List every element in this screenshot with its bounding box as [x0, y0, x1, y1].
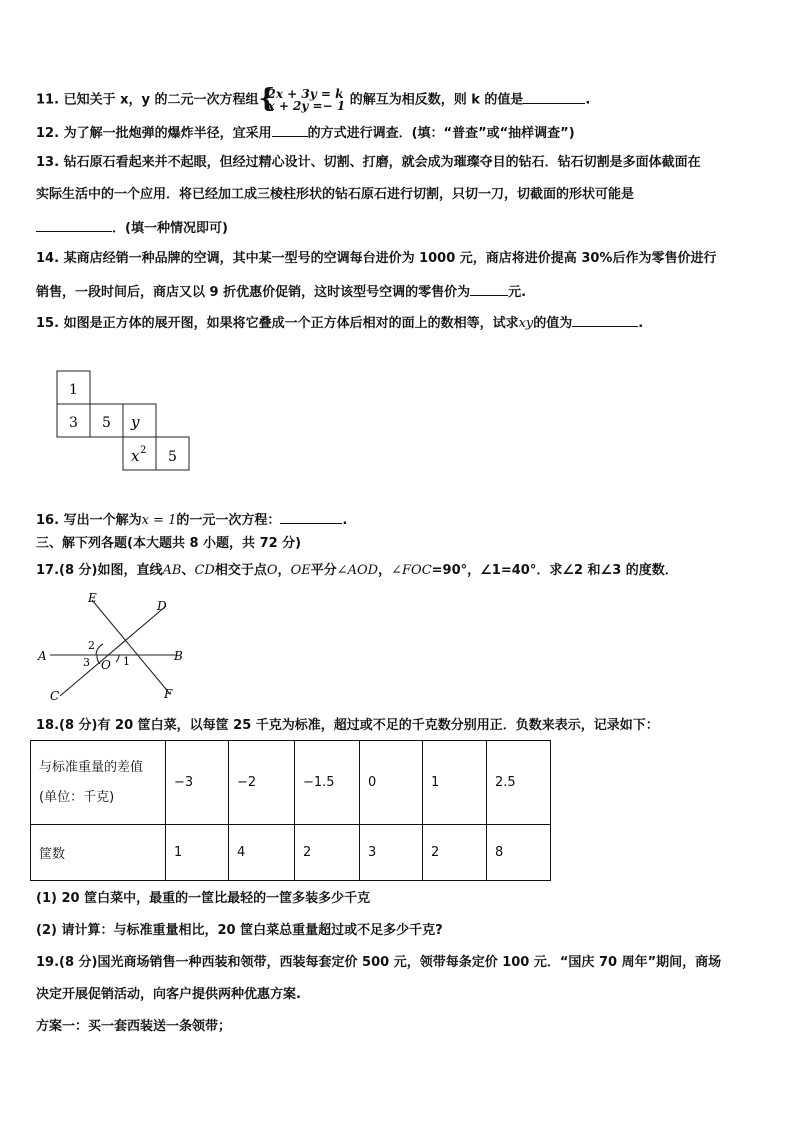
q14-line1: 某商店经销一种品牌的空调，其中某一型号的空调每台进价为 1000 元，商店将进价提高 30%后作为零售价进行: [63, 251, 717, 266]
q11-end: .: [585, 92, 591, 108]
row2-header-cell: 筐数: [31, 825, 166, 881]
table-cell: 1: [166, 825, 229, 881]
q11-equation-system: { 2x + 3y = k x + 2y =− 1: [258, 84, 346, 114]
q11-eq2: x + 2y =− 1: [267, 99, 346, 113]
net-cell-4: [123, 404, 156, 437]
label-o: O: [101, 658, 111, 672]
q15-text-b: 的值为: [533, 316, 573, 331]
q17-text-d: =90°，∠1=40°．求∠2 和∠3 的度数．: [431, 563, 678, 578]
q18-number: 18.: [36, 718, 60, 733]
q17-score: (8 分): [59, 563, 98, 578]
q16-number: 16.: [36, 513, 60, 528]
q17-comma2: ，: [378, 563, 392, 578]
q16-answer-blank: [280, 510, 342, 524]
q17-oe: OE: [290, 563, 311, 578]
line-ef: [92, 600, 170, 694]
q12-number: 12.: [36, 126, 60, 141]
question-19-line3: 方案一：买一套西装送一条领带；: [36, 1019, 232, 1034]
table-row: [31, 741, 551, 825]
q12-answer-blank: [272, 123, 308, 137]
angle-arc-2: [96, 644, 103, 655]
q18-sub2: (2) 请计算：与标准重量相比，20 筐白菜总重量超过或不足多少千克?: [36, 923, 443, 938]
q17-comma: ，: [277, 563, 291, 578]
q16-text-a: 写出一个解为: [63, 513, 142, 528]
q15-end: .: [638, 316, 644, 331]
q14-answer-blank: [470, 282, 508, 296]
q18-sub1: (1) 20 筐白菜中，最重的一筐比最轻的一筐多装多少千克: [36, 891, 371, 906]
q17-ab: AB: [162, 563, 182, 578]
q11-eq1: 2x + 3y = k: [267, 87, 344, 101]
q17-number: 17.: [36, 563, 60, 578]
table-cell: 2: [295, 825, 360, 881]
table-cell: 2.5: [487, 741, 551, 825]
label-f: F: [164, 687, 173, 701]
q15-number: 15.: [36, 316, 60, 331]
q11-text-a: 已知关于 x，y 的二元一次方程组: [63, 92, 259, 108]
net-label-1: 1: [69, 382, 78, 398]
table-cell: 3: [360, 825, 423, 881]
label-angle-3: 3: [83, 656, 90, 669]
section-3-title: 三、解下列各题(本大题共 8 小题，共 72 分): [36, 536, 302, 551]
q12-text-a: 为了解一批炮弹的爆炸半径，宜采用: [63, 126, 272, 141]
row1-header-line2: (单位：千克): [39, 789, 115, 805]
table-cell: −1.5: [295, 741, 360, 825]
q17-cd: CD: [194, 563, 215, 578]
question-13-line1: [36, 154, 701, 172]
question-19-line2: 决定开展促销活动，向客户提供两种优惠方案.: [36, 987, 301, 1002]
table-cell: 1: [423, 741, 487, 825]
q16-equation: x = 1: [141, 513, 177, 528]
table-cell: 4: [229, 825, 295, 881]
q14-line2a: 销售，一段时间后，商店又以 9 折优惠价促销，这时该型号空调的零售价为: [36, 285, 471, 300]
q17-o: O: [266, 563, 278, 578]
q13-line3: ．(填一种情况即可): [112, 221, 228, 236]
q18-table: [30, 740, 551, 881]
question-11: [36, 84, 591, 114]
q14-number: 14.: [36, 251, 60, 266]
question-14-line2: [36, 282, 526, 302]
net-label-5a: 5: [102, 415, 111, 431]
label-d: D: [157, 599, 167, 613]
table-cell: 8: [487, 825, 551, 881]
question-13-line2: [36, 186, 634, 204]
line-cd: [60, 606, 166, 696]
net-label-3: 3: [69, 415, 78, 431]
table-cell: 0: [360, 741, 423, 825]
intersecting-lines-figure: [36, 588, 196, 708]
net-label-x-sup: 2: [140, 445, 147, 456]
question-14-line1: [36, 250, 716, 268]
question-15: [36, 313, 643, 333]
q15-xy: xy: [518, 316, 534, 331]
table-cell: 2: [423, 825, 487, 881]
q13-answer-blank: [36, 218, 112, 232]
q15-text-a: 如图是正方体的展开图，如果将它叠成一个正方体后相对的面上的数相等，试求: [63, 316, 519, 331]
q13-line1: 钻石原石看起来并不起眼，但经过精心设计、切割、打磨，就会成为璀璨夺目的钻石．钻石切割是多面体截面在: [63, 155, 701, 170]
net-label-y: y: [131, 413, 140, 431]
q17-text-b: 相交于点: [214, 563, 267, 578]
q11-answer-blank: [523, 90, 585, 104]
q19-line1: 国光商场销售一种西装和领带，西装每套定价 500 元，领带每条定价 100 元．“国庆 70 周年”期间，商场: [97, 955, 722, 970]
question-12: [36, 123, 575, 143]
table-cell: −2: [229, 741, 295, 825]
q12-text-b: 的方式进行调查．(填：“普查”或“抽样调查”): [307, 126, 575, 141]
q13-number: 13.: [36, 155, 60, 170]
label-e: E: [88, 591, 97, 605]
q17-angle-foc: ∠FOC: [391, 563, 432, 578]
q19-score: (8 分): [59, 955, 98, 970]
q19-number: 19.: [36, 955, 60, 970]
label-b: B: [174, 649, 183, 663]
table-row: [31, 825, 551, 881]
q14-line2b: 元.: [508, 285, 527, 300]
q18-score: (8 分): [59, 718, 98, 733]
label-c: C: [50, 689, 60, 703]
q18-text: 有 20 筐白菜，以每筐 25 千克为标准，超过或不足的千克数分别用正．负数来表示，记录如下：: [97, 718, 659, 733]
q15-answer-blank: [572, 313, 638, 327]
question-13-line3: [36, 218, 228, 238]
angle-arc-1: [116, 655, 119, 662]
cube-net-figure: [56, 370, 196, 476]
q17-text-c: 平分: [310, 563, 337, 578]
table-cell: −3: [166, 741, 229, 825]
question-17: [36, 562, 678, 580]
q11-number: 11.: [36, 92, 60, 108]
question-18: [36, 717, 659, 735]
label-angle-2: 2: [88, 639, 95, 652]
angle-arc-3: [97, 655, 100, 664]
q17-sep: 、: [181, 563, 195, 578]
q17-angle-aod: ∠AOD: [336, 563, 379, 578]
question-16: [36, 510, 347, 530]
row1-header-cell: [31, 741, 166, 825]
q17-text-a: 如图，直线: [97, 563, 163, 578]
net-label-x: x: [131, 447, 140, 465]
question-19-line1: [36, 954, 721, 972]
q13-line2: 实际生活中的一个应用．将已经加工成三棱柱形状的钻石原石进行切割，只切一刀，切截面的形状可能是: [36, 187, 635, 202]
q16-text-b: 的一元一次方程：: [176, 513, 281, 528]
net-label-5b: 5: [168, 449, 177, 465]
row1-header-line1: 与标准重量的差值: [39, 759, 144, 775]
label-angle-1: 1: [123, 655, 130, 668]
q16-end: .: [342, 513, 348, 528]
q11-text-b: 的解互为相反数，则 k 的值是: [349, 92, 524, 108]
label-a: A: [38, 649, 47, 663]
